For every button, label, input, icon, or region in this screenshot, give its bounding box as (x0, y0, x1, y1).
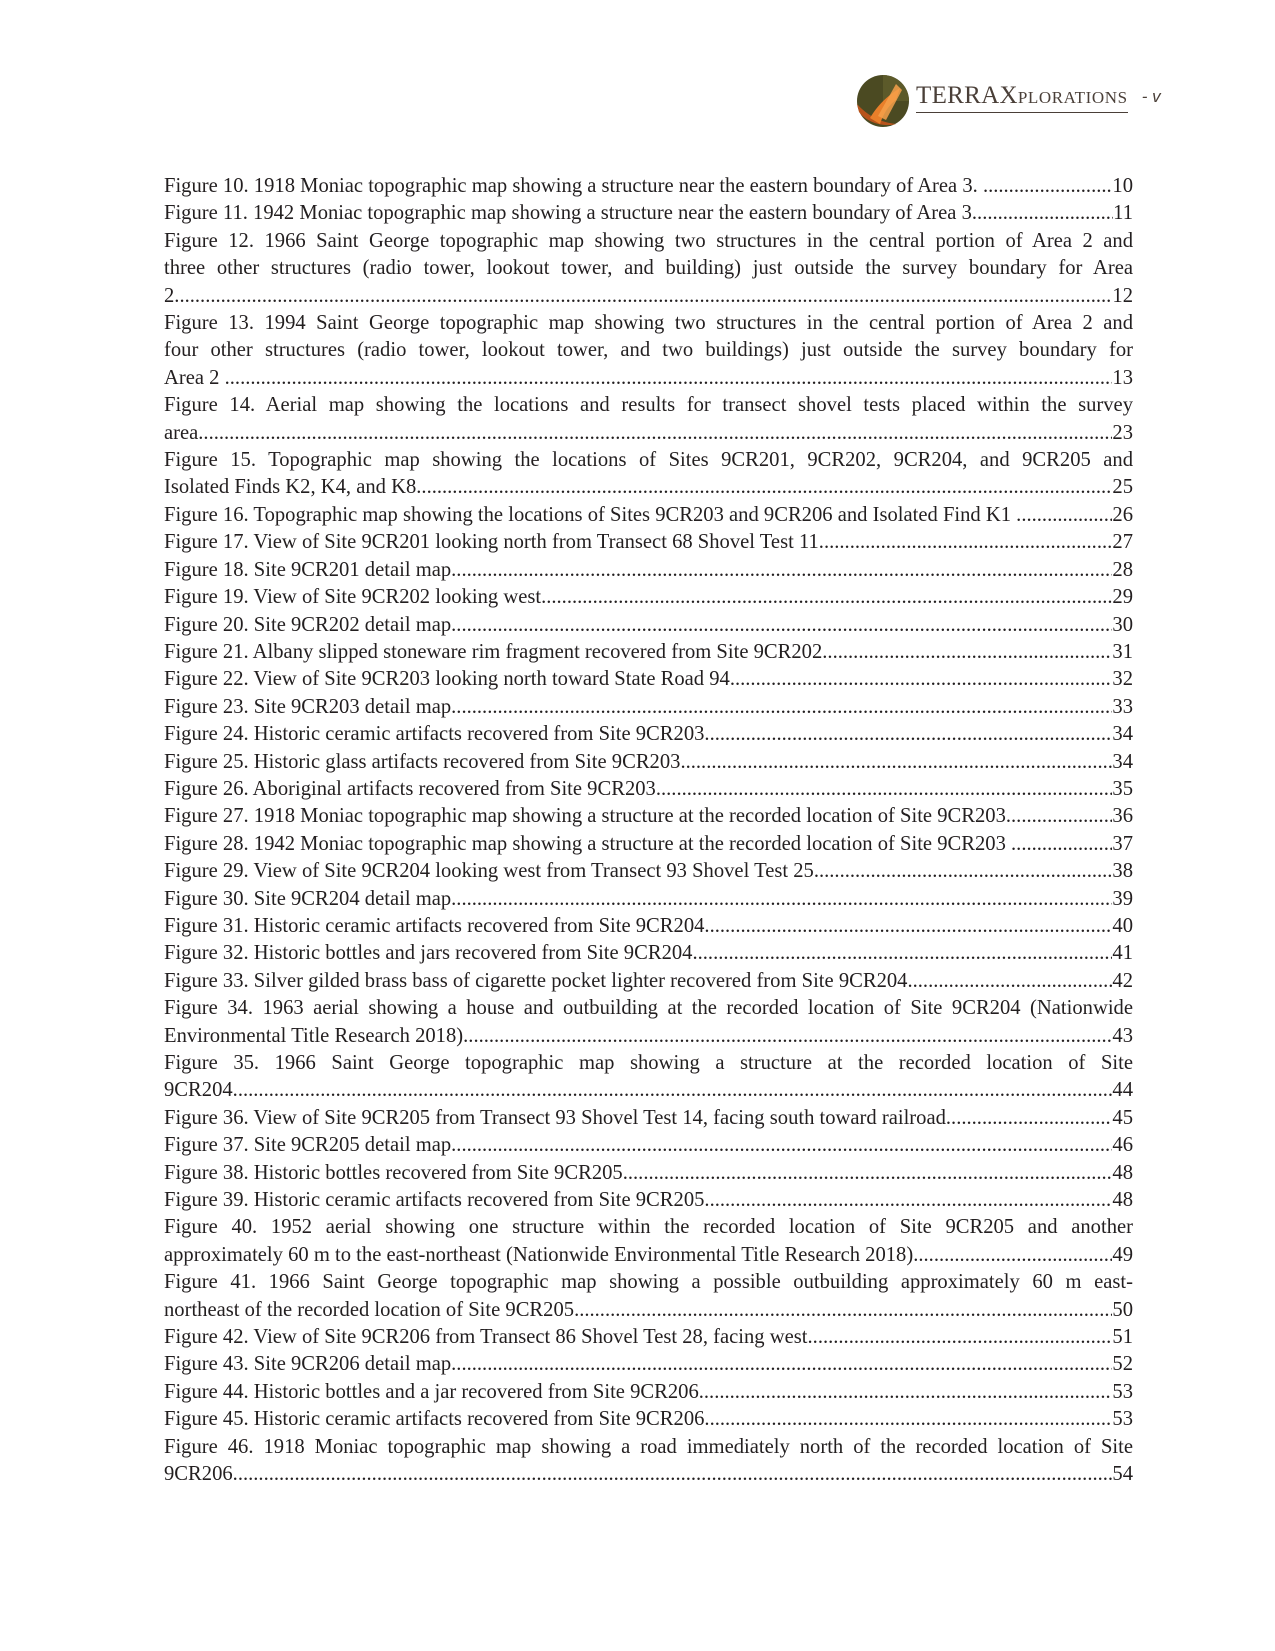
toc-entry-last-line (164, 283, 1133, 310)
toc-entry[interactable] (164, 173, 1133, 200)
toc-page-number: 33 (1112, 695, 1133, 718)
dot-leader (1011, 803, 1112, 830)
toc-entry-text: Figure 45. Historic ceramic artifacts recovered from Site 9CR206 (164, 1408, 705, 1431)
brand-small: PLORATIONS (1017, 88, 1128, 107)
toc-page-number: 44 (1112, 1079, 1133, 1102)
toc-entry-text: Figure 11. 1942 Moniac topographic map showing a structure near the eastern boundary of Area 3 (164, 202, 972, 225)
dot-leader (451, 886, 1112, 913)
page-number: - v (1141, 87, 1161, 106)
terraxplorations-logo-icon (856, 74, 910, 128)
toc-entry-text: Figure 16. Topographic map showing the locations of Sites 9CR203 and 9CR206 and Isolated Find K1 . (164, 503, 1022, 526)
toc-entry-last-line (164, 776, 1133, 803)
toc-entry-text: 9CR204 (164, 1079, 233, 1102)
toc-page-number: 53 (1112, 1408, 1133, 1431)
toc-entry-last-line (164, 1132, 1133, 1159)
toc-entry-last-line (164, 831, 1133, 858)
toc-entry-text: Figure 21. Albany slipped stoneware rim fragment recovered from Site 9CR202 (164, 640, 823, 663)
toc-entry-last-line (164, 365, 1133, 392)
toc-entry[interactable] (164, 228, 1133, 310)
toc-page-number: 25 (1112, 476, 1133, 499)
toc-page-number: 39 (1112, 887, 1133, 910)
toc-entry[interactable] (164, 968, 1133, 995)
dot-leader (451, 694, 1112, 721)
toc-entry[interactable] (164, 392, 1133, 447)
dot-leader (451, 612, 1112, 639)
toc-entry-last-line (164, 557, 1133, 584)
toc-entry-text: area (164, 421, 199, 444)
toc-entry-last-line (164, 420, 1133, 447)
toc-entry-text: Environmental Title Research 2018) (164, 1024, 464, 1047)
dot-leader (1019, 173, 1112, 200)
toc-page-number: 36 (1112, 805, 1133, 828)
dot-leader (1021, 502, 1112, 529)
toc-page-number: 48 (1112, 1189, 1133, 1212)
toc-entry[interactable] (164, 502, 1133, 529)
toc-entry[interactable] (164, 995, 1133, 1050)
toc-page-number: 12 (1112, 284, 1133, 307)
toc-page-number: 23 (1112, 421, 1133, 444)
toc-entry-text: Figure 41. 1966 Saint George topographic map showing a possible outbuilding approximately 60 m east- (164, 1271, 1133, 1294)
toc-entry-text: four other structures (radio tower, lookout tower, and two buildings) just outside the survey boundary for (164, 339, 1133, 362)
toc-entry-text: Figure 18. Site 9CR201 detail map (164, 558, 452, 581)
toc-entry-text: Figure 13. 1994 Saint George topographic map showing two structures in the central portion of Area 2 and (164, 312, 1133, 335)
toc-page-number: 40 (1112, 914, 1133, 937)
toc-entry-last-line (164, 474, 1133, 501)
dot-leader (704, 721, 1112, 748)
toc-entry[interactable] (164, 584, 1133, 611)
toc-entry-text: Figure 37. Site 9CR205 detail map (164, 1134, 452, 1157)
toc-entry[interactable] (164, 1160, 1133, 1187)
toc-entry-last-line (164, 803, 1133, 830)
toc-entry-last-line (164, 1187, 1133, 1214)
toc-entry[interactable] (164, 694, 1133, 721)
toc-page-number: 42 (1112, 969, 1133, 992)
toc-entry[interactable] (164, 1187, 1133, 1214)
dot-leader (174, 283, 1112, 310)
toc-entry-last-line (164, 200, 1133, 227)
dot-leader (233, 1077, 1113, 1104)
toc-entry[interactable] (164, 776, 1133, 803)
dot-leader (233, 1461, 1113, 1488)
dot-leader (704, 913, 1112, 940)
dot-leader (822, 639, 1112, 666)
toc-entry-text: Figure 30. Site 9CR204 detail map (164, 887, 452, 910)
toc-entry-last-line (164, 1461, 1133, 1488)
toc-entry-last-line (164, 529, 1133, 556)
dot-leader (692, 940, 1112, 967)
toc-entry-text: Figure 26. Aboriginal artifacts recovered from Site 9CR203 (164, 777, 656, 800)
toc-page-number: 43 (1112, 1024, 1133, 1047)
toc-entry-last-line (164, 1105, 1133, 1132)
toc-entry-text: Figure 12. 1966 Saint George topographic map showing two structures in the central portion of Area 2 and (164, 229, 1133, 252)
toc-entry-text: Figure 22. View of Site 9CR203 looking north toward State Road 94 (164, 668, 730, 691)
toc-entry-last-line (164, 1351, 1133, 1378)
toc-entry-text: Figure 29. View of Site 9CR204 looking west from Transect 93 Shovel Test 25 (164, 860, 814, 883)
toc-entry-text: three other structures (radio tower, lookout tower, and building) just outside the survey boundary for Area (164, 257, 1133, 280)
toc-entry-text: Figure 38. Historic bottles recovered from Site 9CR205 (164, 1161, 623, 1184)
toc-entry-text: Figure 14. Aerial map showing the locations and results for transect shovel tests placed within the survey (164, 394, 1133, 417)
toc-page-number: 49 (1112, 1243, 1133, 1266)
toc-entry-text: Figure 10. 1918 Moniac topographic map showing a structure near the eastern boundary of Area 3. ....... (164, 175, 1019, 197)
toc-entry-last-line (164, 612, 1133, 639)
toc-entry-last-line (164, 940, 1133, 967)
toc-page-number: 31 (1112, 640, 1133, 663)
toc-entry-text: Figure 43. Site 9CR206 detail map (164, 1353, 452, 1376)
toc-entry[interactable] (164, 940, 1133, 967)
toc-entry[interactable] (164, 612, 1133, 639)
toc-entry-text: Figure 15. Topographic map showing the locations of Sites 9CR201, 9CR202, 9CR204, and 9CR205 and (164, 449, 1133, 472)
dot-leader (451, 1132, 1112, 1159)
toc-entry-text: northeast of the recorded location of Site 9CR205 (164, 1298, 575, 1321)
toc-entry-last-line (164, 721, 1133, 748)
toc-entry-last-line (164, 1324, 1133, 1351)
toc-entry[interactable] (164, 639, 1133, 666)
toc-entry[interactable] (164, 886, 1133, 913)
toc-entry-text: 2 (164, 284, 175, 307)
toc-entry-text: Figure 34. 1963 aerial showing a house and outbuilding at the recorded location of Site 9CR204 (Nationwide (164, 997, 1133, 1020)
toc-entry-text: Figure 36. View of Site 9CR205 from Transect 93 Shovel Test 14, facing south toward railroad (164, 1106, 946, 1129)
brand-name (916, 83, 1128, 113)
toc-page-number: 34 (1112, 723, 1133, 746)
toc-page-number: 53 (1112, 1380, 1133, 1403)
dot-leader (808, 1324, 1113, 1351)
toc-entry-last-line (164, 749, 1133, 776)
toc-page-number: 50 (1112, 1298, 1133, 1321)
toc-entry-text: Figure 33. Silver gilded brass bass of cigarette pocket lighter recovered from Site 9CR204 (164, 969, 908, 992)
toc-page-number: 28 (1112, 558, 1133, 581)
toc-entry-text: 9CR206 (164, 1463, 233, 1486)
toc-entry[interactable] (164, 1324, 1133, 1351)
toc-entry-text: Figure 25. Historic glass artifacts recovered from Site 9CR203 (164, 750, 681, 773)
toc-entry[interactable] (164, 721, 1133, 748)
toc-page-number: 52 (1112, 1353, 1133, 1376)
toc-entry-text: Figure 23. Site 9CR203 detail map (164, 695, 452, 718)
toc-entry-text: Figure 46. 1918 Moniac topographic map showing a road immediately north of the recorded location of Site (164, 1435, 1133, 1458)
toc-entry[interactable] (164, 1132, 1133, 1159)
toc-entry-text: Figure 39. Historic ceramic artifacts recovered from Site 9CR205 (164, 1189, 705, 1212)
toc-page-number: 11 (1113, 202, 1133, 225)
toc-entry[interactable] (164, 1406, 1133, 1433)
toc-entry-last-line (164, 1242, 1133, 1269)
toc-entry[interactable] (164, 310, 1133, 392)
brand-main: TERRAX (916, 82, 1018, 109)
dot-leader (814, 858, 1113, 885)
toc-page-number: 46 (1112, 1134, 1133, 1157)
dot-leader (907, 968, 1112, 995)
dot-leader (230, 365, 1113, 392)
toc-entry-last-line (164, 666, 1133, 693)
toc-entry-last-line (164, 1077, 1133, 1104)
toc-page-number: 48 (1112, 1161, 1133, 1184)
dot-leader (972, 200, 1113, 227)
toc-entry-last-line (164, 502, 1133, 529)
toc-entry[interactable] (164, 858, 1133, 885)
toc-entry-last-line (164, 584, 1133, 611)
toc-page-number: 41 (1112, 942, 1133, 965)
dot-leader (416, 474, 1112, 501)
toc-page-number: 32 (1112, 668, 1133, 691)
toc-entry[interactable] (164, 1434, 1133, 1489)
toc-entry-text: Isolated Finds K2, K4, and K8 (164, 476, 417, 499)
toc-entry-last-line (164, 968, 1133, 995)
dot-leader (451, 1351, 1112, 1378)
dot-leader (704, 1187, 1112, 1214)
dot-leader (451, 557, 1112, 584)
toc-entry[interactable] (164, 831, 1133, 858)
toc-entry-last-line (164, 694, 1133, 721)
toc-entry[interactable] (164, 447, 1133, 502)
dot-leader (730, 666, 1113, 693)
list-of-figures (164, 173, 1133, 1489)
toc-page-number: 54 (1112, 1463, 1133, 1486)
toc-entry[interactable] (164, 1214, 1133, 1269)
toc-entry-last-line (164, 1406, 1133, 1433)
toc-entry-text: Figure 19. View of Site 9CR202 looking west.. (164, 586, 552, 609)
page-header (856, 74, 1161, 128)
toc-entry[interactable] (164, 1379, 1133, 1406)
dot-leader (623, 1160, 1113, 1187)
dot-leader (1016, 831, 1112, 858)
toc-entry[interactable] (164, 1050, 1133, 1105)
toc-page-number: 37 (1112, 832, 1133, 855)
toc-entry[interactable] (164, 749, 1133, 776)
toc-entry-last-line (164, 1297, 1133, 1324)
toc-page-number: 51 (1112, 1326, 1133, 1349)
dot-leader (913, 1242, 1112, 1269)
toc-entry-last-line (164, 1023, 1133, 1050)
toc-entry-text: Figure 20. Site 9CR202 detail map (164, 613, 452, 636)
toc-entry[interactable] (164, 913, 1133, 940)
toc-entry-text: Figure 44. Historic bottles and a jar recovered from Site 9CR206 (164, 1380, 699, 1403)
toc-page-number: 29 (1112, 586, 1133, 609)
dot-leader (699, 1379, 1113, 1406)
toc-entry[interactable] (164, 557, 1133, 584)
toc-entry[interactable] (164, 1105, 1133, 1132)
toc-entry-last-line (164, 639, 1133, 666)
dot-leader (946, 1105, 1113, 1132)
toc-entry[interactable] (164, 529, 1133, 556)
toc-entry[interactable] (164, 1351, 1133, 1378)
toc-entry-text: Figure 32. Historic bottles and jars recovered from Site 9CR204 (164, 942, 693, 965)
toc-entry-text: approximately 60 m to the east-northeast (Nationwide Environmental Title Research 2018) (164, 1243, 914, 1266)
toc-entry-last-line (164, 886, 1133, 913)
toc-entry-text: Figure 40. 1952 aerial showing one structure within the recorded location of Site 9CR205 and another (164, 1216, 1133, 1239)
toc-entry-last-line (164, 913, 1133, 940)
toc-entry-text: Figure 35. 1966 Saint George topographic map showing a structure at the recorded location of Site (164, 1052, 1133, 1074)
toc-entry-last-line (164, 173, 1133, 200)
toc-page-number: 45 (1112, 1106, 1133, 1129)
toc-entry[interactable] (164, 666, 1133, 693)
toc-entry-text: Figure 28. 1942 Moniac topographic map showing a structure at the recorded location of Site 9CR203 . (164, 832, 1017, 855)
toc-page-number: 38 (1112, 860, 1133, 883)
toc-entry[interactable] (164, 200, 1133, 227)
dot-leader (574, 1297, 1112, 1324)
toc-page-number: 13 (1112, 366, 1133, 389)
toc-entry-text: Figure 31. Historic ceramic artifacts recovered from Site 9CR204 (164, 914, 705, 937)
toc-entry[interactable] (164, 803, 1133, 830)
dot-leader (704, 1406, 1112, 1433)
dot-leader (819, 529, 1113, 556)
dot-leader (680, 749, 1112, 776)
toc-page-number: 26 (1112, 503, 1133, 526)
dot-leader (551, 584, 1112, 611)
toc-entry-text: Area 2 . (164, 366, 230, 389)
toc-entry-last-line (164, 1160, 1133, 1187)
toc-entry-text: Figure 17. View of Site 9CR201 looking north from Transect 68 Shovel Test 11 (164, 531, 819, 554)
toc-page-number: 34 (1112, 750, 1133, 773)
toc-entry-text: Figure 27. 1918 Moniac topographic map showing a structure at the recorded location of Site 9CR203. (164, 805, 1012, 828)
toc-entry-text: Figure 24. Historic ceramic artifacts recovered from Site 9CR203 (164, 723, 705, 746)
dot-leader (656, 776, 1113, 803)
toc-page-number: 10 (1112, 175, 1133, 197)
toc-entry-text: Figure 42. View of Site 9CR206 from Transect 86 Shovel Test 28, facing west (164, 1326, 808, 1349)
toc-entry-last-line (164, 858, 1133, 885)
toc-page-number: 27 (1112, 531, 1133, 554)
toc-entry-last-line (164, 1379, 1133, 1406)
toc-entry[interactable] (164, 1269, 1133, 1324)
dot-leader (463, 1023, 1112, 1050)
toc-page-number: 35 (1112, 777, 1133, 800)
toc-page-number: 30 (1112, 613, 1133, 636)
dot-leader (198, 420, 1112, 447)
